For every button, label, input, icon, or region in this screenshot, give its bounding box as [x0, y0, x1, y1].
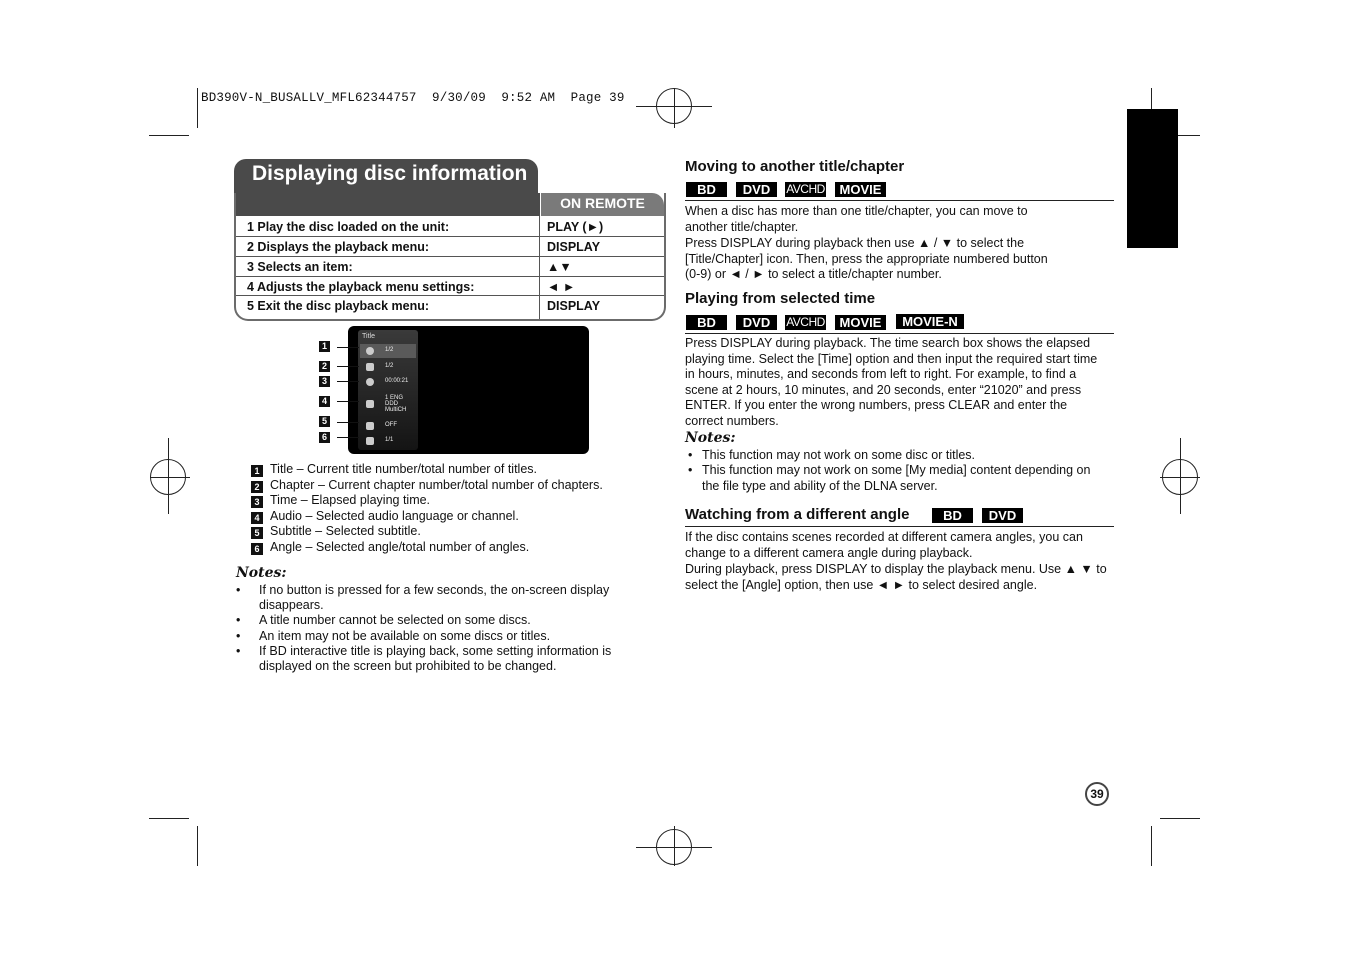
note-line: If no button is pressed for a few seconds, the on-screen display: [259, 583, 610, 597]
section-heading-title-chapter: Moving to another title/chapter: [685, 158, 905, 175]
osd-value: 1/2: [385, 347, 394, 353]
osd-value: 1 ENG DDD MultiCH: [385, 395, 407, 413]
osd-value: 00:00:21: [385, 378, 409, 384]
table-row: [236, 295, 664, 315]
row-key: ◄ ►: [547, 280, 576, 294]
audio-icon: [366, 400, 374, 408]
legend-item: [251, 462, 537, 477]
note-line: displayed on the screen but prohibited to be changed.: [259, 659, 557, 673]
callout-leader: [337, 381, 359, 382]
registration-cross: [168, 438, 169, 514]
crop-mark: [197, 826, 198, 866]
legend-text: Audio – Selected audio language or channel.: [270, 509, 519, 523]
badge-dvd: DVD: [736, 182, 777, 197]
registration-cross: [1180, 438, 1181, 514]
osd-value: 1/1: [385, 437, 394, 443]
section-rule: [685, 526, 1114, 527]
osd-menu: [358, 330, 418, 450]
notes-heading: Notes:: [685, 430, 736, 446]
registration-cross: [674, 88, 675, 128]
legend-item: [251, 493, 430, 508]
crop-mark: [149, 135, 189, 136]
osd-value: OFF: [385, 422, 397, 428]
playback-menu-screenshot: [348, 326, 589, 454]
legend-text: Title – Current title number/total number of titles.: [270, 462, 538, 476]
row-key: DISPLAY: [547, 240, 601, 254]
osd-item-time: [360, 375, 416, 389]
legend-text: Chapter – Current chapter number/total number of chapters.: [270, 478, 603, 492]
note-line: the file type and ability of the DLNA server.: [702, 479, 938, 493]
row-key: DISPLAY: [547, 299, 601, 313]
section-tab: [1127, 109, 1178, 248]
crop-mark: [197, 88, 198, 128]
note-line: A title number cannot be selected on some discs.: [259, 613, 531, 627]
page-number: 39: [1085, 782, 1109, 806]
callout-4: 4: [319, 396, 330, 407]
badge-avchd: AVCHD: [786, 315, 825, 329]
section-rule: [685, 200, 1114, 201]
section-rule: [685, 333, 1114, 334]
note-item: • If no button is pressed for a few seconds, the on-screen display disappears.: [236, 583, 610, 612]
body-line: ENTER. If you enter the wrong numbers, press CLEAR and enter the: [685, 398, 1068, 412]
legend-item: [251, 509, 519, 524]
section-heading-selected-time: Playing from selected time: [685, 290, 876, 307]
callout-5: 5: [319, 416, 330, 427]
crop-mark: [1151, 826, 1152, 866]
body-line: Press DISPLAY during playback then use ▲ / ▼ to select the: [685, 236, 1025, 250]
body-line: select the [Angle] option, then use ◄ ► to select desired angle.: [685, 577, 1038, 592]
print-slug: BD390V-N_BUSALLV_MFL62344757 9/30/09 9:52 AM Page 39: [201, 91, 625, 105]
badge-dvd: DVD: [982, 508, 1023, 523]
body-line: During playback, press DISPLAY to display the playback menu. Use ▲ ▼ to: [685, 562, 1107, 576]
callout-leader: [337, 366, 359, 367]
badge-bd: BD: [686, 315, 727, 330]
legend-item: [251, 540, 529, 555]
row-action: 3 Selects an item:: [247, 260, 353, 274]
badge-dvd: DVD: [736, 315, 777, 330]
remote-operations-table: [234, 193, 666, 321]
osd-item-subtitle: [360, 419, 416, 433]
badge-movie: MOVIE: [835, 182, 886, 197]
osd-item-title: [360, 344, 416, 358]
note-item: • A title number cannot be selected on some discs.: [236, 613, 531, 627]
registration-cross: [674, 826, 675, 866]
body-line: If the disc contains scenes recorded at different camera angles, you can: [685, 530, 1083, 544]
callout-3: 3: [319, 376, 330, 387]
badge-movie: MOVIE: [835, 315, 886, 330]
body-line: When a disc has more than one title/chapter, you can move to: [685, 204, 1028, 218]
body-line: another title/chapter.: [685, 219, 799, 234]
badge-bd: BD: [686, 182, 727, 197]
table-header-strip: [236, 193, 540, 216]
legend-item: [251, 524, 421, 539]
note-item: • This function may not work on some disc or titles.: [688, 448, 976, 462]
section-heading-angle: Watching from a different angle: [685, 506, 910, 523]
film-icon: [366, 363, 374, 371]
row-key: ▲▼: [547, 260, 572, 274]
legend-number: 4: [251, 512, 263, 524]
note-line: disappears.: [259, 598, 324, 612]
section-body: [685, 204, 1115, 283]
crop-mark: [149, 818, 189, 819]
row-action: 5 Exit the disc playback menu:: [247, 299, 430, 313]
badge-bd: BD: [932, 508, 973, 523]
body-line: playing time. Select the [Time] option and then input the required start time: [685, 351, 1098, 366]
callout-leader: [337, 437, 359, 438]
callout-leader: [337, 422, 359, 423]
osd-item-chapter: [360, 360, 416, 374]
legend-number: 6: [251, 543, 263, 555]
badge-movie-n: MOVIE-N: [896, 314, 964, 329]
legend-number: 1: [251, 465, 263, 477]
body-line: correct numbers.: [685, 413, 779, 428]
notes-heading: Notes:: [236, 565, 287, 581]
table-row: [236, 256, 664, 276]
body-line: Press DISPLAY during playback. The time search box shows the elapsed: [685, 336, 1091, 350]
note-item: • If BD interactive title is playing back, some setting information is displayed on the screen but prohibited to be changed.: [236, 644, 612, 673]
registration-cross: [150, 477, 190, 478]
legend-number: 5: [251, 527, 263, 539]
legend-item: [251, 478, 603, 493]
on-remote-header: ON REMOTE: [541, 193, 664, 216]
osd-title: Title: [362, 333, 375, 340]
note-line: If BD interactive title is playing back, some setting information is: [259, 644, 612, 658]
callout-2: 2: [319, 361, 330, 372]
callout-leader: [337, 401, 359, 402]
callout-1: 1: [319, 341, 330, 352]
body-line: change to a different camera angle during playback.: [685, 545, 973, 560]
note-line: This function may not work on some disc or titles.: [702, 448, 976, 462]
legend-text: Subtitle – Selected subtitle.: [270, 524, 421, 538]
osd-item-angle: [360, 434, 416, 448]
legend-text: Time – Elapsed playing time.: [270, 493, 431, 507]
note-line: An item may not be available on some discs or titles.: [259, 629, 551, 643]
osd-item-audio: [360, 392, 416, 416]
row-key: PLAY (►): [547, 220, 604, 234]
camera-icon: [366, 437, 374, 445]
table-row: [236, 217, 664, 237]
note-item: • An item may not be available on some discs or titles.: [236, 629, 551, 643]
legend-number: 2: [251, 481, 263, 493]
table-row: [236, 276, 664, 296]
callout-6: 6: [319, 432, 330, 443]
body-line: [Title/Chapter] icon. Then, press the appropriate numbered button: [685, 251, 1048, 266]
body-line: in hours, minutes, and seconds from left to right. For example, to find a: [685, 367, 1077, 381]
body-line: (0-9) or ◄ / ► to select a title/chapter number.: [685, 267, 942, 281]
disc-icon: [366, 347, 374, 355]
section-body: [685, 336, 1115, 429]
row-action: 2 Displays the playback menu:: [247, 240, 430, 254]
row-action: 4 Adjusts the playback menu settings:: [247, 280, 475, 294]
row-action: 1 Play the disc loaded on the unit:: [247, 220, 450, 234]
body-line: scene at 2 hours, 10 minutes, and 20 seconds, enter “21020” and press: [685, 382, 1082, 397]
note-item: • This function may not work on some [My media] content depending on the file type and ability of the DLNA server.: [688, 463, 1091, 493]
legend-number: 3: [251, 496, 263, 508]
note-line: This function may not work on some [My media] content depending on: [702, 463, 1091, 477]
crop-mark: [1160, 818, 1200, 819]
callout-leader: [337, 347, 359, 348]
table-row: [236, 236, 664, 256]
legend-text: Angle – Selected angle/total number of angles.: [270, 540, 530, 554]
osd-value: 1/2: [385, 363, 394, 369]
panel-title: Displaying disc information: [234, 159, 538, 195]
section-body: [685, 530, 1115, 593]
clock-icon: [366, 378, 374, 386]
subtitle-icon: [366, 422, 374, 430]
badge-avchd: AVCHD: [786, 182, 825, 196]
